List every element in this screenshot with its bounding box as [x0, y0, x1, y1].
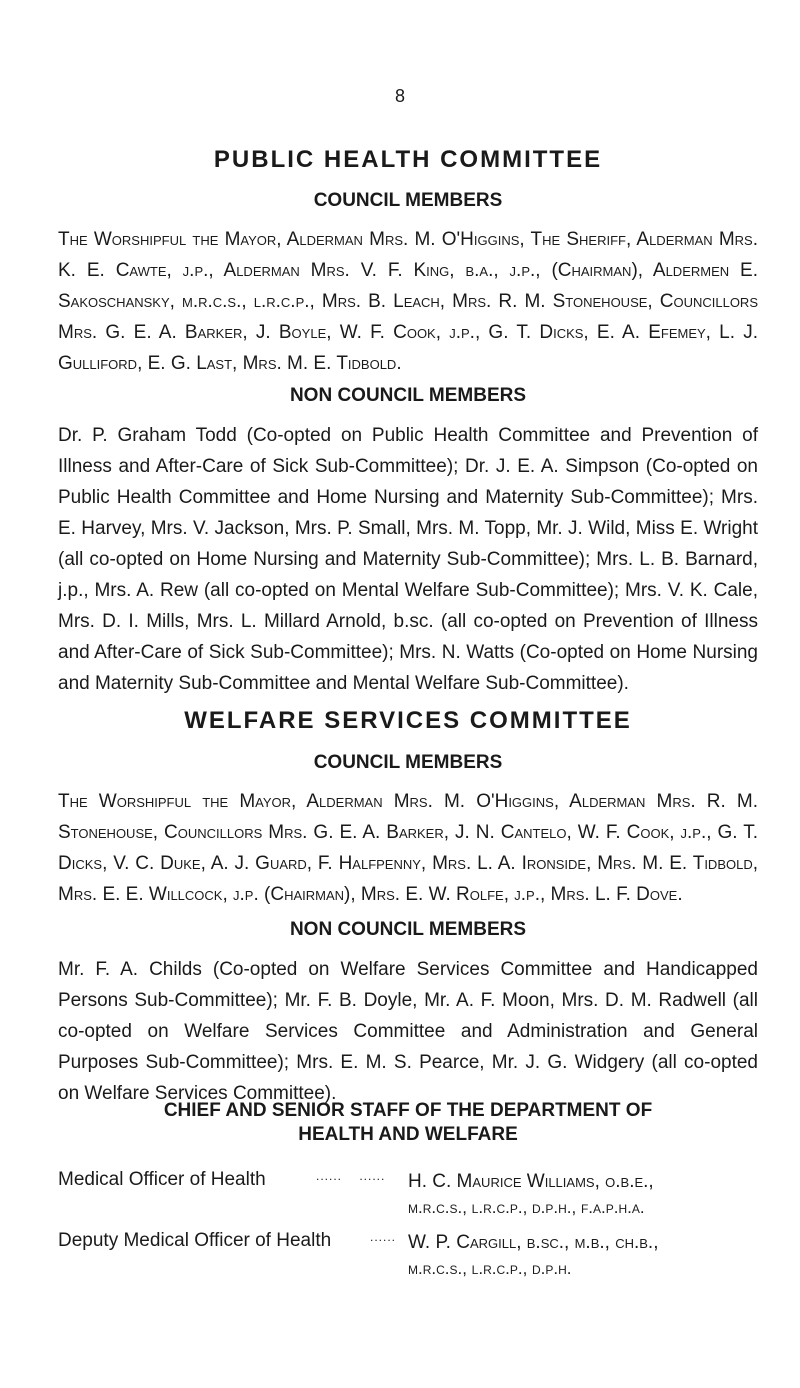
- public-health-council-heading-block: [58, 190, 758, 212]
- public-health-council-members: The Worshipful the Mayor, Alderman Mrs. M. O'Higgins, The Sheriff, Alderman Mrs. K. E. Cawte, j.p., Alderman Mrs. V. F. King, b.a., j.p., (Chairman), Aldermen E. Sakoschansky, m.r.c.s., l.r.c.p., Mrs. B. Leach, Mrs. R. M. Stonehouse, Councillors Mrs. G. E. A. Barker, J. Boyle, W. F. Cook, j.p., G. T. Dicks, E. A. Efemey, L. J. Gulliford, E. G. Last, Mrs. M. E. Tidbold.: [58, 229, 758, 374]
- welfare-title: WELFARE SERVICES COMMITTEE: [184, 707, 632, 734]
- welfare-non-council-block: [58, 954, 758, 1109]
- staff-name: W. P. Cargill, b.sc., m.b., ch.b.,: [408, 1232, 659, 1253]
- staff-name-block: [408, 1230, 659, 1282]
- welfare-non-council-members: Mr. F. A. Childs (Co-opted on Welfare Services Committee and Handicapped Persons Sub-Committee); Mr. F. B. Doyle, Mr. A. F. Moon, Mrs. D. M. Radwell (all co-opted on Welfare Services Committee and Administration and General Purposes Sub-Committee); Mrs. E. M. S. Pearce, Mr. J. G. Widgery (all co-opted on Welfare Services Committee).: [58, 959, 758, 1104]
- leader-dots: ...... ......: [316, 1169, 386, 1183]
- welfare-non-council-heading-block: [58, 919, 758, 941]
- public-health-title-block: [58, 146, 758, 174]
- staff-heading-line-2: HEALTH AND WELFARE: [298, 1124, 518, 1145]
- welfare-council-members: The Worshipful the Mayor, Alderman Mrs. M. O'Higgins, Alderman Mrs. R. M. Stonehouse, Councillors Mrs. G. E. A. Barker, J. N. Cantelo, W. F. Cook, j.p., G. T. Dicks, V. C. Duke, A. J. Guard, F. Halfpenny, Mrs. L. A. Ironside, Mrs. M. E. Tidbold, Mrs. E. E. Willcock, j.p. (Chairman), Mrs. E. W. Rolfe, j.p., Mrs. L. F. Dove.: [58, 791, 758, 905]
- welfare-non-council-heading: NON COUNCIL MEMBERS: [289, 919, 527, 940]
- welfare-council-heading-block: [58, 752, 758, 774]
- public-health-council-block: [58, 224, 758, 379]
- welfare-council-heading: COUNCIL MEMBERS: [313, 752, 503, 773]
- staff-role: Medical Officer of Health: [58, 1169, 266, 1190]
- public-health-non-council-block: [58, 420, 758, 699]
- public-health-non-council-heading-block: [58, 385, 758, 407]
- leader-dots: ......: [370, 1230, 397, 1244]
- public-health-title: PUBLIC HEALTH COMMITTEE: [213, 146, 603, 173]
- staff-name: H. C. Maurice Williams, o.b.e.,: [408, 1171, 654, 1192]
- welfare-council-block: [58, 786, 758, 910]
- public-health-non-council-members: Dr. P. Graham Todd (Co-opted on Public Health Committee and Prevention of Illness and After-Care of Sick Sub-Committee); Dr. J. E. A. Simpson (Co-opted on Public Health Committee and Home Nursing and Maternity Sub-Committee); Mrs. E. Harvey, Mrs. V. Jackson, Mrs. P. Small, Mrs. M. Topp, Mr. J. Wild, Miss E. Wright (all co-opted on Home Nursing and Maternity Sub-Committee); Mrs. L. B. Barnard, j.p., Mrs. A. Rew (all co-opted on Mental Welfare Sub-Committee); Mrs. V. K. Cale, Mrs. D. I. Mills, Mrs. L. Millard Arnold, b.sc. (all co-opted on Prevention of Illness and After-Care of Sick Sub-Committee); Mrs. N. Watts (Co-opted on Home Nursing and Maternity Sub-Committee and Mental Welfare Sub-Committee).: [58, 425, 758, 694]
- staff-qualifications: m.r.c.s., l.r.c.p., d.p.h.: [408, 1259, 572, 1278]
- page-number: 8: [394, 86, 405, 106]
- welfare-title-block: [58, 707, 758, 735]
- staff-name-block: [408, 1169, 654, 1221]
- staff-qualifications: m.r.c.s., l.r.c.p., d.p.h., f.a.p.h.a.: [408, 1198, 645, 1217]
- public-health-council-heading: COUNCIL MEMBERS: [313, 190, 503, 211]
- staff-role: Deputy Medical Officer of Health: [58, 1230, 332, 1251]
- staff-heading-block: [58, 1099, 758, 1147]
- staff-heading-line-1: CHIEF AND SENIOR STAFF OF THE DEPARTMENT OF: [163, 1100, 653, 1121]
- public-health-non-council-heading: NON COUNCIL MEMBERS: [289, 385, 527, 406]
